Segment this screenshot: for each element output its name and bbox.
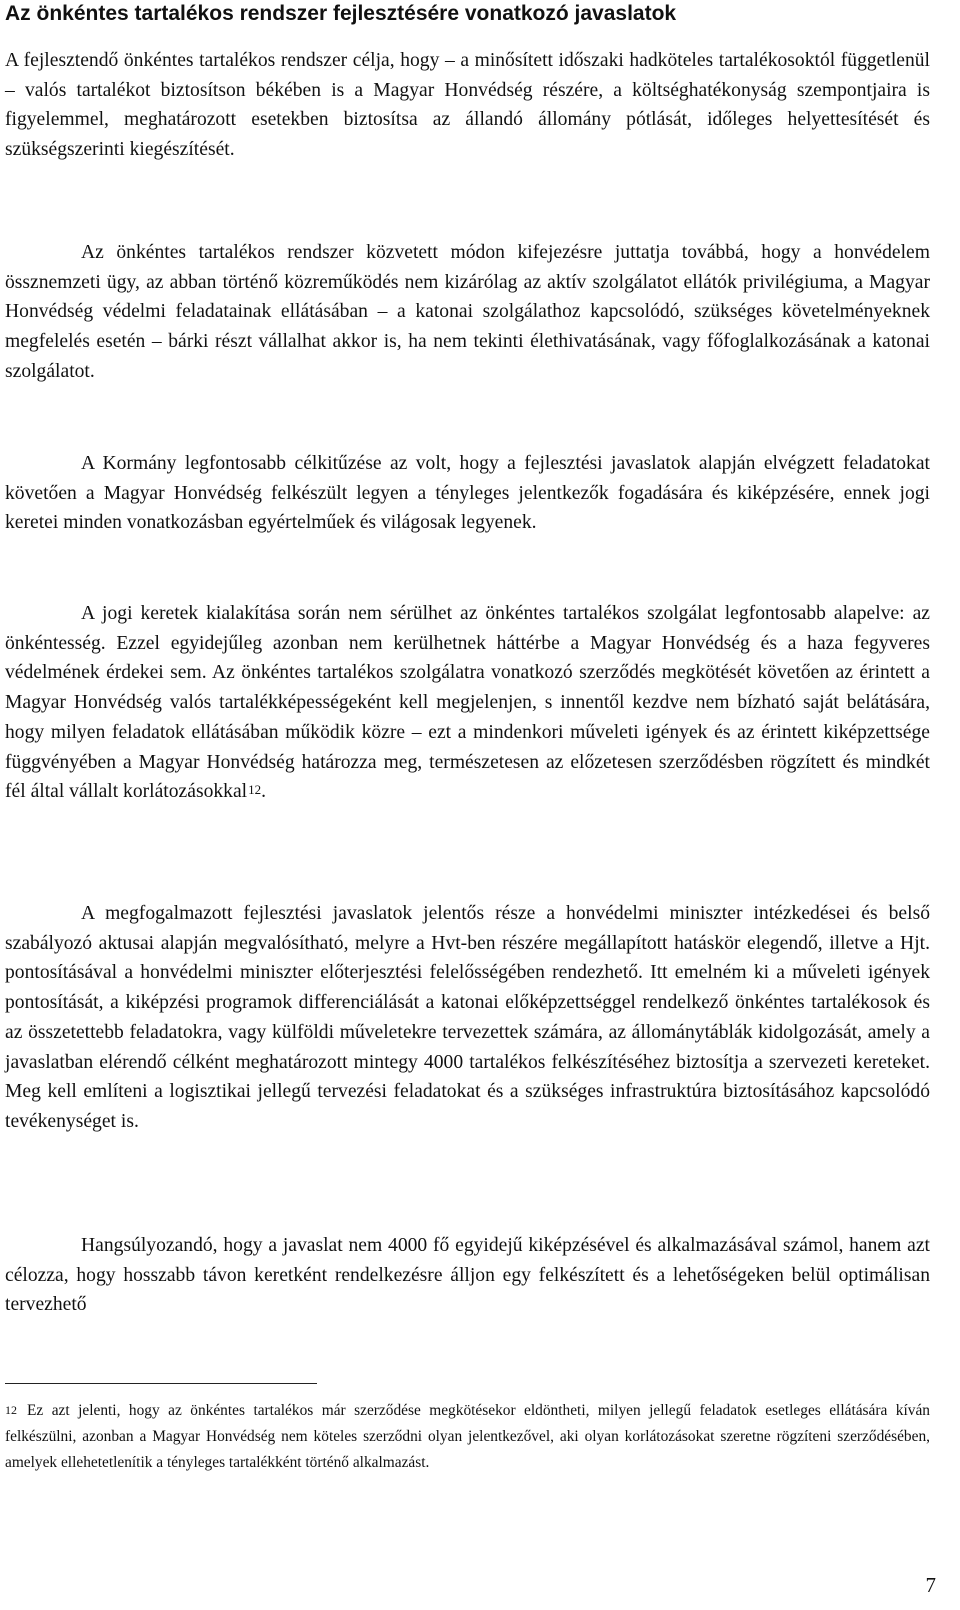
paragraph-2: Az önkéntes tartalékos rendszer közvetett módon kifejezésre juttatja továbbá, hogy a honvédelem össznemzeti ügy, az abban történő közreműködés nem kizárólag az aktív szolgálatot ellátók privilégiuma, a Magyar Honvédség védelmi feladatainak ellátásában – a katonai szolgálathoz kapcsolódó, szükséges követelményeknek megfelelés esetén – bárki részt vállalhat akkor is, ha nem tekinti élethivatásának, vagy főfoglalkozásának a katonai szolgálatot. — [5, 242, 930, 382]
paragraph-1: A fejlesztendő önkéntes tartalékos rendszer célja, hogy – a minősített időszaki hadköteles tartalékosoktól függetlenül – valós tartalékot biztosítson békében is a Magyar Honvédség részére, a költséghatékonyság szempontjaira is figyelemmel, meghatározott esetekben biztosítsa az állandó állomány pótlását, időleges helyettesítését és szükségszerinti kiegészítését. — [5, 50, 930, 161]
footnote — [5, 1398, 930, 1476]
section-heading: Az önkéntes tartalékos rendszer fejlesztésére vonatkozó javaslatok — [5, 2, 677, 25]
paragraph-4-text: A jogi keretek kialakítása során nem sérülhet az önkéntes tartalékos szolgálat legfontosabb alapelve: az önkéntesség. Ezzel egyidejűleg azonban nem kerülhetnek háttérbe a Magyar Honvédség és a haza fegyveres védelmének érdekei sem. Az önkéntes tartalékos szolgálatra vonatkozó szerződés megkötését követően az érintett a Magyar Honvédség valós tartalékképességeként kell megjelenjen, s innentől kezdve nem bízható saját belátására, hogy milyen feladatok ellátásában működik közre – ezt a mindenkori műveleti igények és az érintett kiképzettsége függvényében a Magyar Honvédség határozza meg, természetesen az előzetesen szerződésben rögzített és mindkét fél által vállalt korlátozásokkal — [5, 603, 930, 803]
paragraph-4-end: . — [261, 781, 267, 803]
footnote-divider — [5, 1383, 317, 1384]
paragraph-3: A Kormány legfontosabb célkitűzése az volt, hogy a fejlesztési javaslatok alapján elvégzett feladatokat követően a Magyar Honvédség felkészült legyen a tényleges jelentkezők fogadására és kiképzésére, ennek jogi keretei minden vonatkozásban egyértelműek és világosak legyenek. — [5, 453, 930, 534]
page-number: 7 — [925, 1573, 936, 1597]
paragraph-5: A megfogalmazott fejlesztési javaslatok jelentős része a honvédelmi miniszter intézkedései és belső szabályozó aktusai alapján megvalósítható, melyre a Hvt-ben részére megállapított hatáskör elegendő, illetve a Hjt. pontosításával a honvédelmi miniszter előterjesztési felelősségében rendezhető. Itt emelném ki a műveleti igények pontosítását, a kiképzési programok differenciálását a katonai előképzettséggel rendelkező önkéntes tartalékosok és az összetettebb feladatokra, vagy külföldi műveletekre tervezettek számára, az állománytáblák kidolgozását, amely a javaslatban elérendő célként meghatározott mintegy 4000 tartalékos felkészítéséhez biztosítja a szervezeti kereteket. Meg kell említeni a logisztikai jellegű tervezési feladatokat és a szükséges infrastruktúra biztosításához kapcsolódó tevékenységet is. — [5, 903, 930, 1132]
footnote-number: 12 — [5, 1403, 17, 1417]
footnote-reference: 12 — [248, 782, 262, 798]
paragraph-4 — [5, 599, 930, 807]
footnote-text: Ez azt jelenti, hogy az önkéntes tartalékos már szerződése megkötésekor eldöntheti, milyen jellegű feladatok esetleges ellátására kíván felkészülni, azonban a Magyar Honvédség nem köteles szerződni olyan jelentkezővel, aki olyan korlátozásokat szeretne rögzíteni szerződésében, amelyek ellehetetlenítik a tényleges tartalékként történő alkalmazást. — [5, 1402, 930, 1471]
paragraph-6: Hangsúlyozandó, hogy a javaslat nem 4000 fő egyidejű kiképzésével és alkalmazásával számol, hanem azt célozza, hogy hosszabb távon keretként rendelkezésre álljon egy felkészített és a lehetőségeken belül optimálisan tervezhető — [5, 1235, 930, 1316]
